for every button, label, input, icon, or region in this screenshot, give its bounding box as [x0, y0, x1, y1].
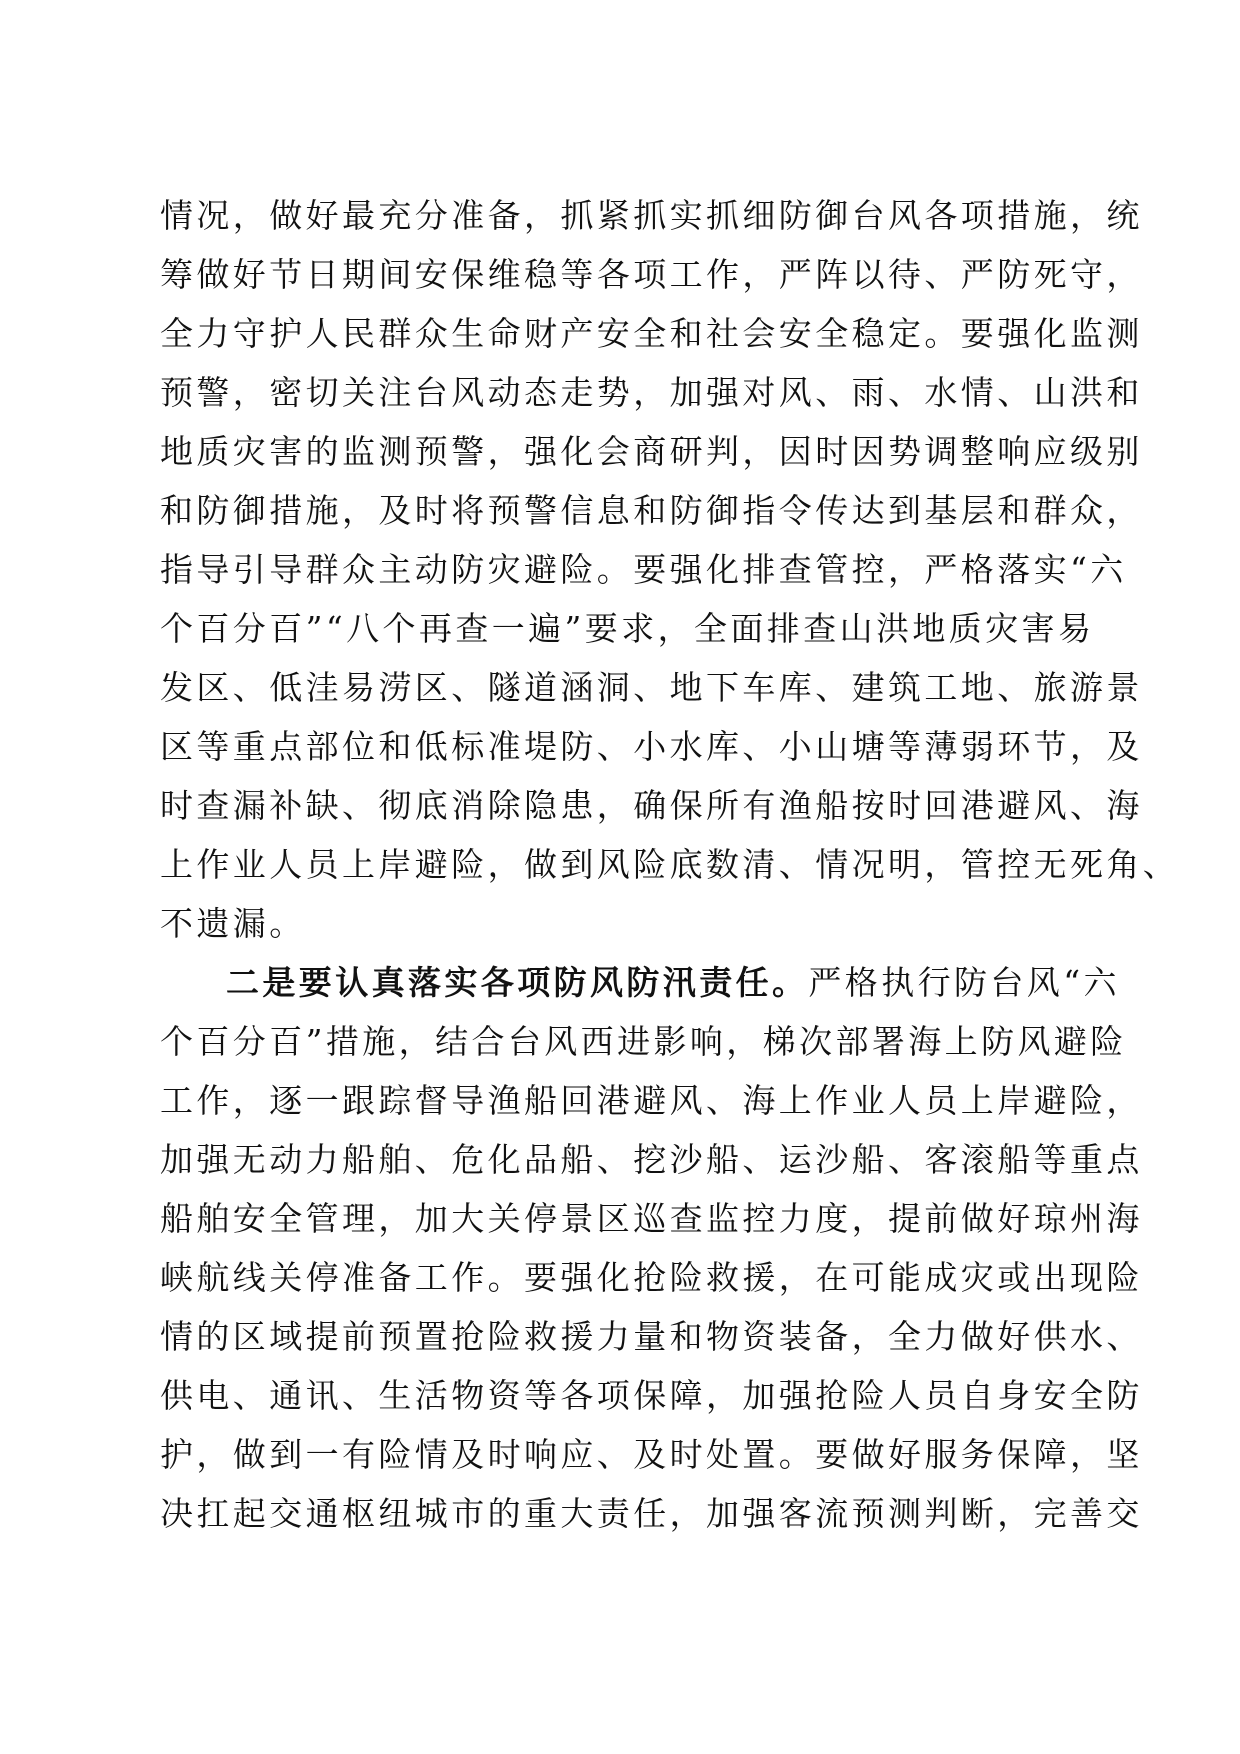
text-line: 时查漏补缺、彻底消除隐患，确保所有渔船按时回港避风、海	[160, 786, 1143, 825]
text-line: 护，做到一有险情及时响应、及时处置。要做好服务保障，坚	[160, 1435, 1143, 1474]
paragraph-2-heading: 二是要认真落实各项防风防汛责任。	[226, 963, 809, 1002]
text-line: 峡航线关停准备工作。要强化抢险救援，在可能成灾或出现险	[160, 1258, 1143, 1297]
text-line: 个百分百”“八个再查一遍”要求，全面排查山洪地质灾害易	[160, 609, 1095, 648]
text-line: 上作业人员上岸避险，做到风险底数清、情况明，管控无死角、	[160, 845, 1180, 884]
text-line: 工作，逐一跟踪督导渔船回港避风、海上作业人员上岸避险，	[160, 1081, 1143, 1120]
text-line: 不遗漏。	[160, 904, 306, 943]
text-line: 指导引导群众主动防灾避险。要强化排查管控，严格落实“六	[160, 550, 1127, 589]
text-line: 情况，做好最充分准备，抓紧抓实抓细防御台风各项措施，统	[160, 196, 1143, 235]
paragraph-2-first-line	[160, 953, 1120, 1012]
text-line: 和防御措施，及时将预警信息和防御指令传达到基层和群众，	[160, 491, 1143, 530]
text-line: 地质灾害的监测预警，强化会商研判，因时因势调整响应级别	[160, 432, 1143, 471]
text-line: 决扛起交通枢纽城市的重大责任，加强客流预测判断，完善交	[160, 1494, 1143, 1533]
text-line: 加强无动力船舶、危化品船、挖沙船、运沙船、客滚船等重点	[160, 1140, 1143, 1179]
text-line: 情的区域提前预置抢险救援力量和物资装备，全力做好供水、	[160, 1317, 1143, 1356]
text-line: 预警，密切关注台风动态走势，加强对风、雨、水情、山洪和	[160, 373, 1143, 412]
body-text	[160, 186, 1180, 1543]
paragraph-2-first-rest: 严格执行防台风“六	[808, 963, 1120, 1002]
text-line: 个百分百”措施，结合台风西进影响，梯次部署海上防风避险	[160, 1022, 1127, 1061]
text-line: 筹做好节日期间安保维稳等各项工作，严阵以待、严防死守，	[160, 255, 1143, 294]
text-line: 区等重点部位和低标准堤防、小水库、小山塘等薄弱环节，及	[160, 727, 1143, 766]
text-line: 发区、低洼易涝区、隧道涵洞、地下车库、建筑工地、旅游景	[160, 668, 1143, 707]
text-line: 全力守护人民群众生命财产安全和社会安全稳定。要强化监测	[160, 314, 1143, 353]
text-line: 船舶安全管理，加大关停景区巡查监控力度，提前做好琼州海	[160, 1199, 1143, 1238]
text-line: 供电、通讯、生活物资等各项保障，加强抢险人员自身安全防	[160, 1376, 1143, 1415]
